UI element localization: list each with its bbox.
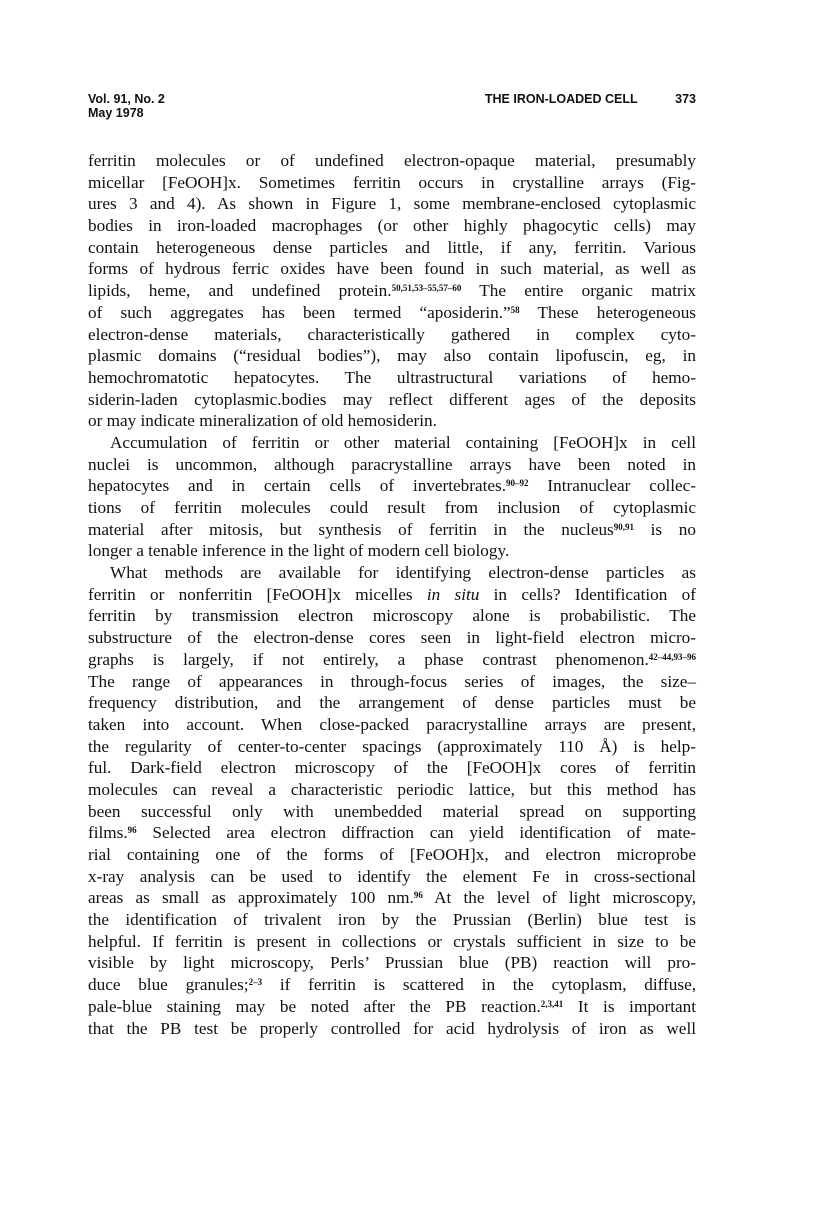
- text-line: that the PB test be properly controlled for acid hydrolysis of iron as well: [88, 1018, 696, 1038]
- text-line: taken into account. When close-packed paracrystalline arrays are present,: [88, 714, 696, 734]
- text-line: tions of ferritin molecules could result from inclusion of cytoplasmic: [88, 498, 696, 517]
- reference-superscript: 90–92: [506, 478, 529, 489]
- text-line: plasmic domains (“residual bodies”), may also contain lipofuscin, eg, in: [88, 346, 696, 366]
- text-line: The range of appearances in through-focus series of images, the size–: [88, 671, 696, 691]
- text-line: bodies in iron-loaded macrophages (or other highly phagocytic cells) may: [88, 216, 696, 236]
- reference-superscript: 2–3: [248, 977, 263, 988]
- text-line: visible by light microscopy, Perls’ Prussian blue (PB) reaction will pro-: [88, 953, 696, 973]
- reference-superscript: 58: [510, 304, 520, 315]
- text-run: graphs is largely, if not entirely, a phase contrast phenomenon.: [88, 649, 649, 669]
- text-line: the identification of trivalent iron by the Prussian (Berlin) blue test is: [88, 910, 696, 930]
- text-run: is no: [633, 519, 696, 539]
- text-run: films.: [88, 823, 128, 843]
- text-run: hepatocytes and in certain cells of invertebrates.: [88, 476, 507, 496]
- text-line: longer a tenable inference in the light of modern cell biology.: [88, 541, 510, 561]
- text-line: ful. Dark-field electron microscopy of the [FeOOH]x cores of ferritin: [88, 758, 696, 778]
- body-text: [88, 150, 696, 1039]
- text-run: in cells? Identification of: [479, 584, 696, 604]
- text-line: electron-dense materials, characteristically gathered in complex cyto-: [88, 324, 696, 344]
- text-line: rial containing one of the forms of [FeOOH]x, and electron microprobe: [88, 845, 696, 864]
- text-line: x-ray analysis can be used to identify the element Fe in cross-sectional: [88, 866, 696, 886]
- reference-superscript: 90,91: [613, 521, 634, 532]
- text-run: ferritin or nonferritin [FeOOH]x micelles: [88, 584, 427, 604]
- text-line: substructure of the electron-dense cores seen in light-field electron micro-: [88, 628, 696, 648]
- text-line: ferritin by transmission electron microscopy alone is probabilistic. The: [88, 606, 696, 626]
- volume-issue: Vol. 91, No. 2: [88, 92, 165, 106]
- text-line: ferritin molecules or of undefined electron-opaque material, presumably: [88, 151, 696, 170]
- reference-superscript: 42–44,93–96: [648, 651, 696, 662]
- text-run: The entire organic matrix: [461, 281, 696, 301]
- text-line: helpful. If ferritin is present in collections or crystals sufficient in size to be: [88, 931, 696, 951]
- text-run: material after mitosis, but synthesis of ferritin in the nucleus: [88, 519, 614, 539]
- header-right: [485, 92, 696, 106]
- text-run: lipids, heme, and undefined protein.: [88, 281, 392, 301]
- text-run: Intranuclear collec-: [528, 476, 696, 496]
- text-line: [88, 649, 696, 671]
- text-run: It is important: [563, 996, 697, 1016]
- publication-date: May 1978: [88, 106, 144, 120]
- text-run: Selected area electron diffraction can yield identification of mate-: [136, 823, 696, 843]
- text-line: nuclei is uncommon, although paracrystalline arrays have been noted in: [88, 454, 696, 474]
- text-line: micellar [FeOOH]x. Sometimes ferritin occurs in crystalline arrays (Fig-: [88, 172, 696, 192]
- text-line: [88, 584, 696, 606]
- text-line: siderin-laden cytoplasmic.bodies may reflect different ages of the deposits: [88, 389, 696, 409]
- text-line: forms of hydrous ferric oxides have been found in such material, as well as: [88, 259, 696, 279]
- text-line: [88, 519, 696, 541]
- italic-term: in situ: [426, 584, 480, 604]
- reference-superscript: 50,51,53–55,57–60: [391, 283, 462, 294]
- text-line: the regularity of center-to-center spacings (approximately 110 Å) is help-: [88, 736, 696, 756]
- text-line: [88, 974, 696, 996]
- text-line: [88, 822, 696, 844]
- text-line: [88, 280, 696, 302]
- running-title: THE IRON-LOADED CELL: [484, 92, 638, 106]
- text-line: [88, 996, 696, 1018]
- journal-citation: [88, 92, 165, 120]
- text-line: contain heterogeneous dense particles and little, if any, ferritin. Various: [88, 237, 696, 257]
- text-line: been successful only with unembedded material spread on supporting: [88, 801, 696, 821]
- text-line: or may indicate mineralization of old hemosiderin.: [88, 411, 437, 431]
- text-run: At the level of light microscopy,: [422, 888, 697, 908]
- text-run: of such aggregates has been termed “aposiderin.”: [88, 302, 511, 322]
- text-line: Accumulation of ferritin or other material containing [FeOOH]x in cell: [110, 432, 696, 452]
- text-line: [88, 887, 696, 909]
- text-line: hemochromatotic hepatocytes. The ultrastructural variations of hemo-: [88, 367, 696, 387]
- page-number: 373: [675, 92, 696, 106]
- reference-superscript: 96: [127, 825, 137, 836]
- text-run: pale-blue staining may be noted after the PB reaction.: [88, 996, 541, 1016]
- reference-superscript: 2,3,41: [540, 998, 564, 1009]
- text-line: [88, 302, 696, 324]
- text-line: ures 3 and 4). As shown in Figure 1, some membrane-enclosed cytoplasmic: [88, 194, 696, 214]
- text-line: frequency distribution, and the arrangement of dense particles must be: [88, 693, 696, 713]
- text-line: molecules can reveal a characteristic periodic lattice, but this method has: [88, 779, 696, 799]
- text-line: What methods are available for identifying electron-dense particles as: [110, 563, 696, 583]
- reference-superscript: 96: [413, 890, 423, 901]
- text-run: if ferritin is scattered in the cytoplasm, diffuse,: [262, 975, 696, 995]
- text-line: [88, 475, 696, 497]
- text-run: areas as small as approximately 100 nm.: [88, 888, 414, 908]
- text-run: duce blue granules;: [88, 975, 249, 995]
- text-run: These heterogeneous: [519, 302, 697, 322]
